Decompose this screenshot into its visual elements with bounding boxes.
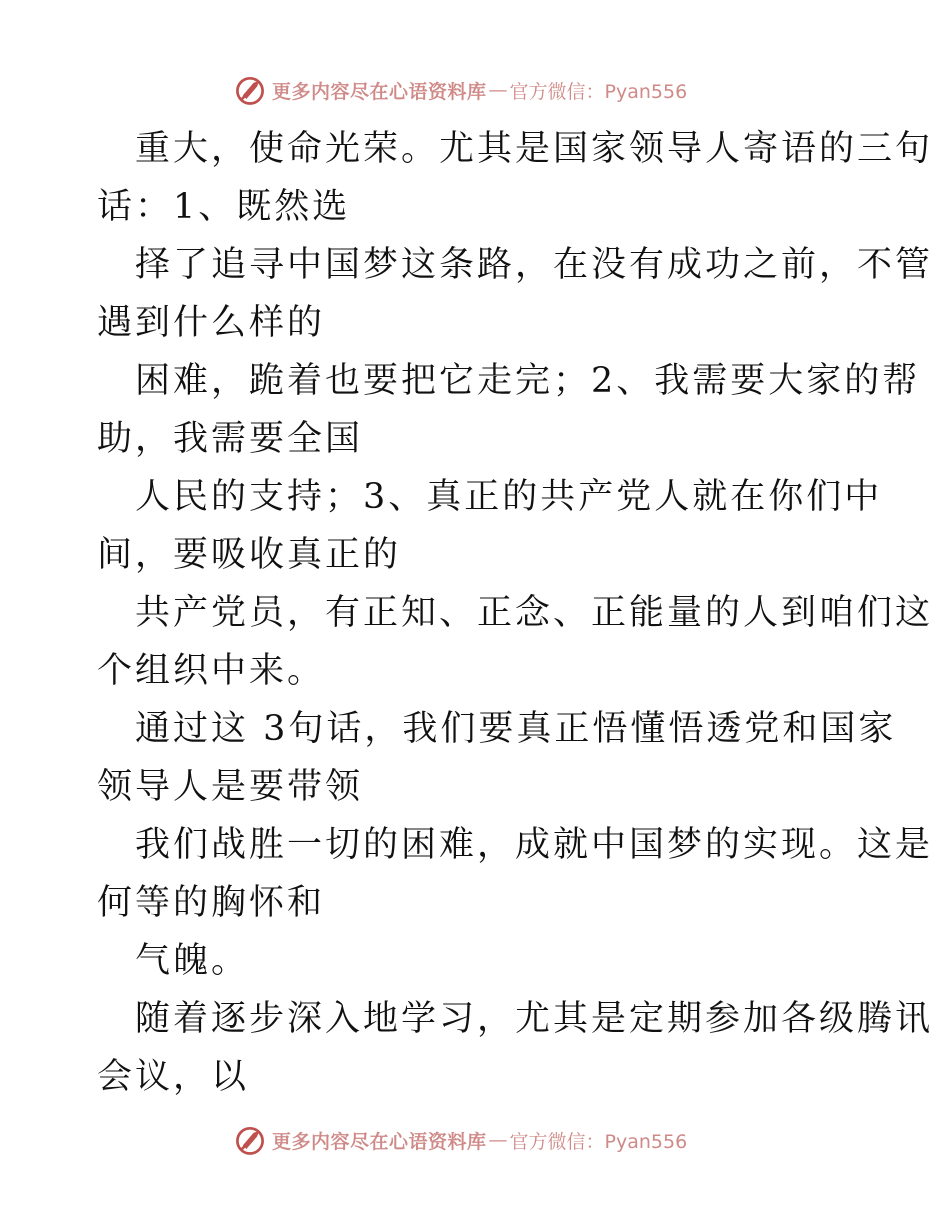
footer-watermark-wechat: 官方微信：Pyan556 [509,1130,688,1153]
footer-watermark-separator: — [488,1129,508,1151]
header-watermark [232,70,732,110]
body-line: 通过这 3句话，我们要真正悟懂悟透党和国家 [135,709,897,749]
body-line: 随着逐步深入地学习，尤其是定期参加各级腾讯 [135,999,934,1039]
body-line: 重大，使命光荣。尤其是国家领导人寄语的三句 [135,129,934,169]
body-line: 共产党员，有正知、正念、正能量的人到咱们这 [135,593,934,633]
body-line: 话：1、既然选 [97,187,351,227]
body-line: 间，要吸收真正的 [97,535,402,575]
header-watermark-text: 更多内容尽在心语资料库 [272,80,487,103]
body-line: 何等的胸怀和 [97,883,326,923]
body-line: 遇到什么样的 [97,303,326,343]
body-line: 我们战胜一切的困难，成就中国梦的实现。这是 [135,825,934,865]
document-body [97,120,934,1106]
footer-watermark-text: 更多内容尽在心语资料库 [272,1130,487,1153]
body-line: 会议，以 [97,1057,250,1097]
body-line: 气魄。 [135,941,250,981]
header-watermark-separator: — [488,79,508,101]
body-line: 困难，跪着也要把它走完；2、我需要大家的帮 [135,361,921,401]
body-line: 人民的支持；3、真正的共产党人就在你们中 [135,477,883,517]
pen-logo-icon [232,1122,268,1158]
body-line: 个组织中来。 [97,651,326,691]
footer-watermark [232,1120,732,1160]
header-watermark-wechat: 官方微信：Pyan556 [509,80,688,103]
body-line: 领导人是要带领 [97,767,364,807]
pen-logo-icon [232,72,268,108]
body-line: 助，我需要全国 [97,419,364,459]
body-line: 择了追寻中国梦这条路，在没有成功之前，不管 [135,245,934,285]
